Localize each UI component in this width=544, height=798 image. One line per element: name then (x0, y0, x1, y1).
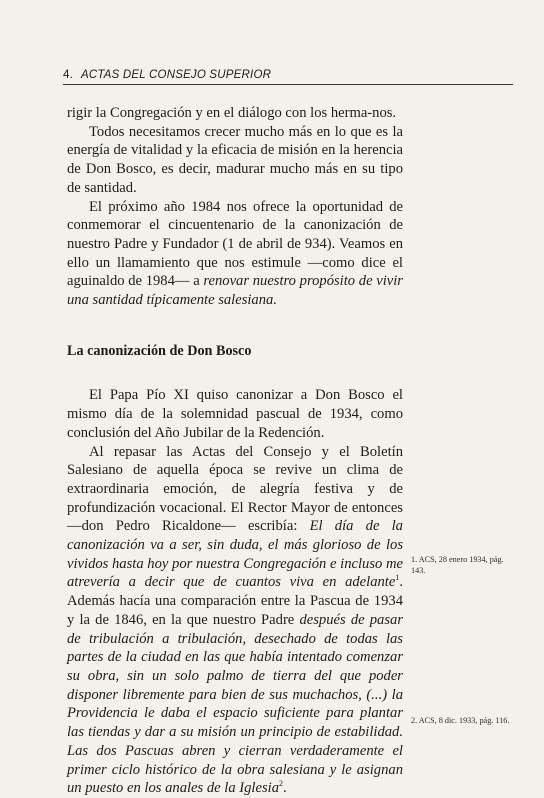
paragraph (67, 198, 403, 310)
section-heading: La canonización de Don Bosco (67, 342, 252, 359)
emphasis-text: renovar nuestro propósito de vivir una santidad típicamente salesiana. (67, 273, 403, 309)
footnote-mark: 1 (395, 573, 400, 583)
quote-text: después de pasar de tribulación a tribulación, desechado de todas las partes de la ciudad en las que había intentado comenzar su obra, sin un solo palmo de tierra del que poder disponer libremente para bien de sus muchachos, (...) la Providencia le daba el espacio suficiente para plantar las tiendas y dar a su misión un principio de estabilidad. Las dos Pascuas abren y cierran verdaderamente el primer ciclo histórico de la obra salesiana y le asignan un puesto en los anales de la Iglesia (67, 611, 404, 797)
paragraph: rigir la Congregación y en el diálogo con los herma-nos. (67, 105, 397, 121)
page-number: 4. (63, 69, 73, 81)
main-text (67, 104, 403, 798)
paragraph-text: . (283, 780, 287, 797)
paragraph: Todos necesitamos crecer mucho más en lo que es la energía de vitalidad y la eficacia de misión en la herencia de Don Bosco, es decir, madurar mucho más en su tipo de santidad. (67, 123, 403, 196)
paragraph-text: El próximo año 1984 nos ofrece la oportunidad de conmemorar el cincuentenario de la canonización de nuestro Padre y Fundador (1 de abril de 934). Veamos en ello un llamamiento que nos estimule —como dice el aguinaldo de 1984— a (67, 198, 403, 290)
paragraph (67, 443, 403, 798)
paragraph: El Papa Pío XI quiso canonizar a Don Bosco el mismo día de la solemnidad pascual de 1934, como conclusión del Año Jubilar de la Redención. (67, 387, 403, 441)
paragraph-text: Al repasar las Actas del Consejo y el Boletín Salesiano de aquella época se revive un clima de extraordinaria emoción, de alegría festiva y de profundización vocacional. El Rector Mayor de entonces —don Pedro Ricaldone— escribía: (67, 443, 403, 535)
quote-text: El día de la canonización va a ser, sin duda, el más glorioso de los vividos hasta hoy por nuestra Congregación e incluso me atrevería a decir que de cuantos viva en adelante (67, 518, 403, 591)
paragraph-text: . Además hacía una comparación entre la Pascua de 1934 y la de 1846, en la que nuestro Padre (67, 574, 403, 628)
running-title: ACTAS DEL CONSEJO SUPERIOR (81, 69, 272, 81)
footnote: 2. ACS, 8 dic. 1933, pág. 116. (411, 716, 510, 725)
footnote: 1. ACS, 28 enero 1934, pág. 143. (411, 555, 504, 575)
footnote-mark: 2 (279, 779, 283, 789)
running-header (63, 69, 513, 85)
